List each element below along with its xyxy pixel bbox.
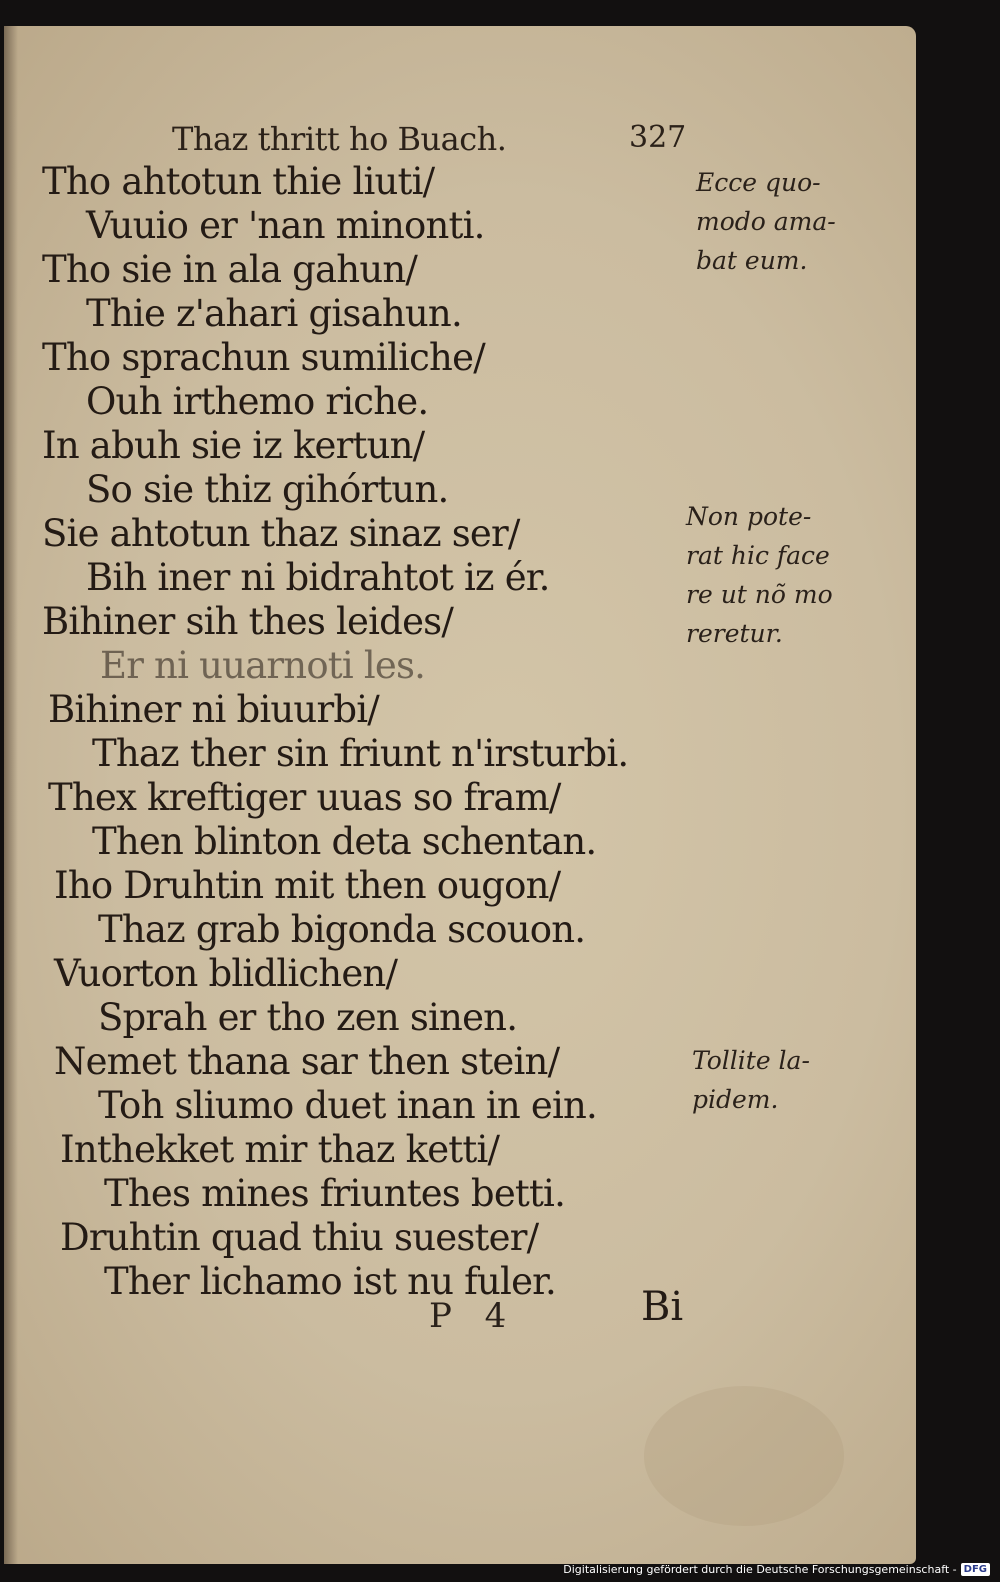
gloss-1-line-2: modo ama- [696, 207, 836, 236]
verse-line-6: Ouh irthemo riche. [86, 380, 429, 423]
paper-stain [644, 1386, 844, 1526]
running-head: Thaz thritt ho Buach. [172, 120, 507, 158]
verse-line-24: Thes mines friuntes betti. [104, 1172, 566, 1215]
page-number: 327 [629, 120, 687, 155]
gloss-2-line-3: re ut nõ mo [686, 580, 833, 609]
page-gutter-shadow [4, 26, 18, 1564]
verse-line-16: Then blinton deta schentan. [92, 820, 597, 863]
verse-line-26: Ther lichamo ist nu fuler. [104, 1260, 556, 1303]
marginal-gloss-2 [686, 497, 833, 653]
verse-line-7: In abuh sie iz kertun/ [42, 424, 425, 467]
verse-line-25: Druhtin quad thiu suester/ [60, 1216, 539, 1259]
gloss-3-line-1: Tollite la- [692, 1046, 810, 1075]
gloss-1-line-3: bat eum. [696, 246, 808, 275]
marginal-gloss-3 [692, 1041, 810, 1119]
book-page [4, 26, 916, 1564]
verse-line-10: Bih iner ni bidrahtot iz ér. [86, 556, 550, 599]
signature-mark: P 4 [429, 1296, 507, 1336]
verse-line-22: Toh sliumo duet inan in ein. [98, 1084, 597, 1127]
verse-line-9: Sie ahtotun thaz sinaz ser/ [42, 512, 520, 555]
gloss-3-line-2: pidem. [692, 1085, 779, 1114]
gloss-1-line-1: Ecce quo- [696, 168, 821, 197]
verse-line-8: So sie thiz gihórtun. [86, 468, 449, 511]
verse-line-5: Tho sprachun sumiliche/ [42, 336, 485, 379]
gloss-2-line-2: rat hic face [686, 541, 830, 570]
verse-line-15: Thex kreftiger uuas so fram/ [48, 776, 561, 819]
verse-line-18: Thaz grab bigonda scouon. [98, 908, 586, 951]
verse-line-13: Bihiner ni biuurbi/ [48, 688, 379, 731]
catchword: Bi [641, 1284, 684, 1330]
funding-footer [563, 1563, 990, 1576]
verse-line-2: Vuuio er 'nan minonti. [86, 204, 485, 247]
verse-line-17: Iho Druhtin mit then ougon/ [54, 864, 561, 907]
marginal-gloss-1 [696, 163, 836, 280]
funding-credit-text: Digitalisierung gefördert durch die Deutsche Forschungsgemeinschaft - [563, 1563, 957, 1576]
verse-line-1: Tho ahtotun thie liuti/ [42, 160, 435, 203]
verse-line-12: Er ni uuarnoti les. [100, 644, 426, 687]
verse-line-19: Vuorton blidlichen/ [54, 952, 398, 995]
gloss-2-line-1: Non pote- [686, 502, 812, 531]
verse-line-23: Inthekket mir thaz ketti/ [60, 1128, 500, 1171]
verse-line-4: Thie z'ahari gisahun. [86, 292, 462, 335]
gloss-2-line-4: reretur. [686, 619, 783, 648]
verse-line-3: Tho sie in ala gahun/ [42, 248, 418, 291]
verse-line-21: Nemet thana sar then stein/ [54, 1040, 560, 1083]
verse-line-20: Sprah er tho zen sinen. [98, 996, 518, 1039]
verse-line-11: Bihiner sih thes leides/ [42, 600, 454, 643]
dfg-logo: DFG [961, 1563, 990, 1576]
verse-line-14: Thaz ther sin friunt n'irsturbi. [92, 732, 629, 775]
